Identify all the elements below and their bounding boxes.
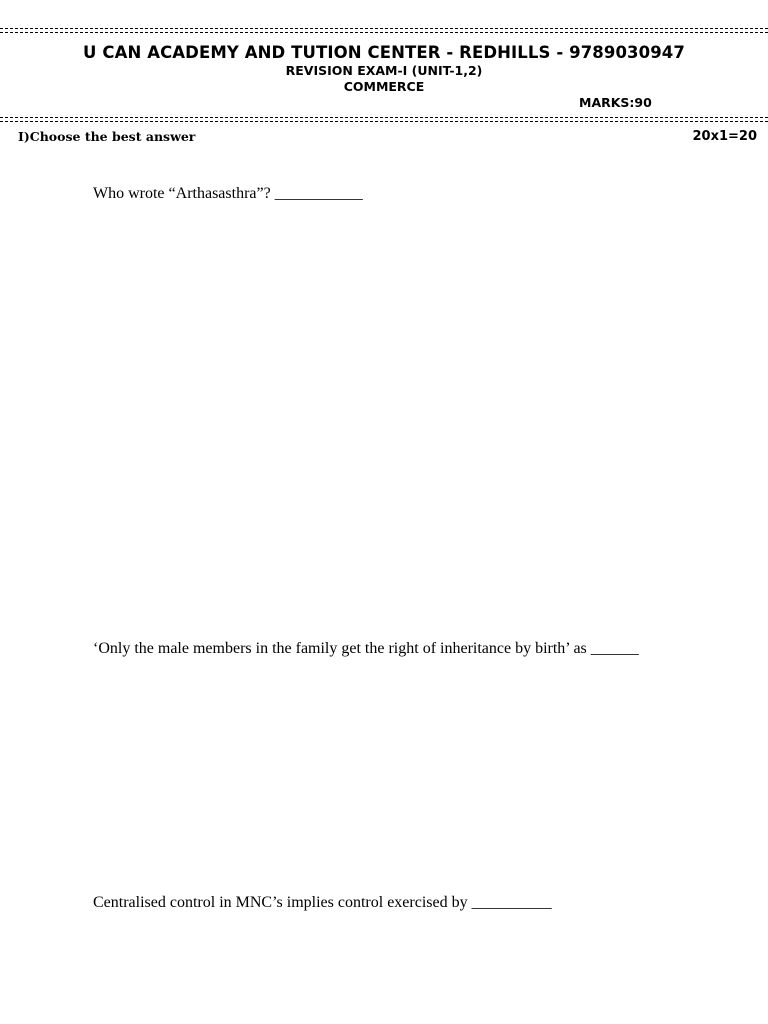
total-marks: MARKS:90 bbox=[579, 95, 652, 110]
question-2: ‘Only the male members in the family get the right of inheritance by birth’ as ______ bbox=[93, 640, 639, 657]
exam-title: REVISION EXAM-I (UNIT-1,2) bbox=[285, 63, 483, 78]
question-1: Who wrote “Arthasasthra”? ___________ bbox=[93, 185, 363, 202]
section-title: I)Choose the best answer bbox=[18, 129, 196, 144]
subject-title: COMMERCE bbox=[343, 79, 425, 94]
school-name: U CAN ACADEMY AND TUTION CENTER - REDHILLS - 9789030947 bbox=[83, 43, 685, 62]
question-3: Centralised control in MNC’s implies control exercised by __________ bbox=[93, 894, 552, 911]
section-marks: 20x1=20 bbox=[692, 129, 757, 144]
header-divider bbox=[0, 117, 768, 122]
top-divider bbox=[0, 28, 768, 33]
